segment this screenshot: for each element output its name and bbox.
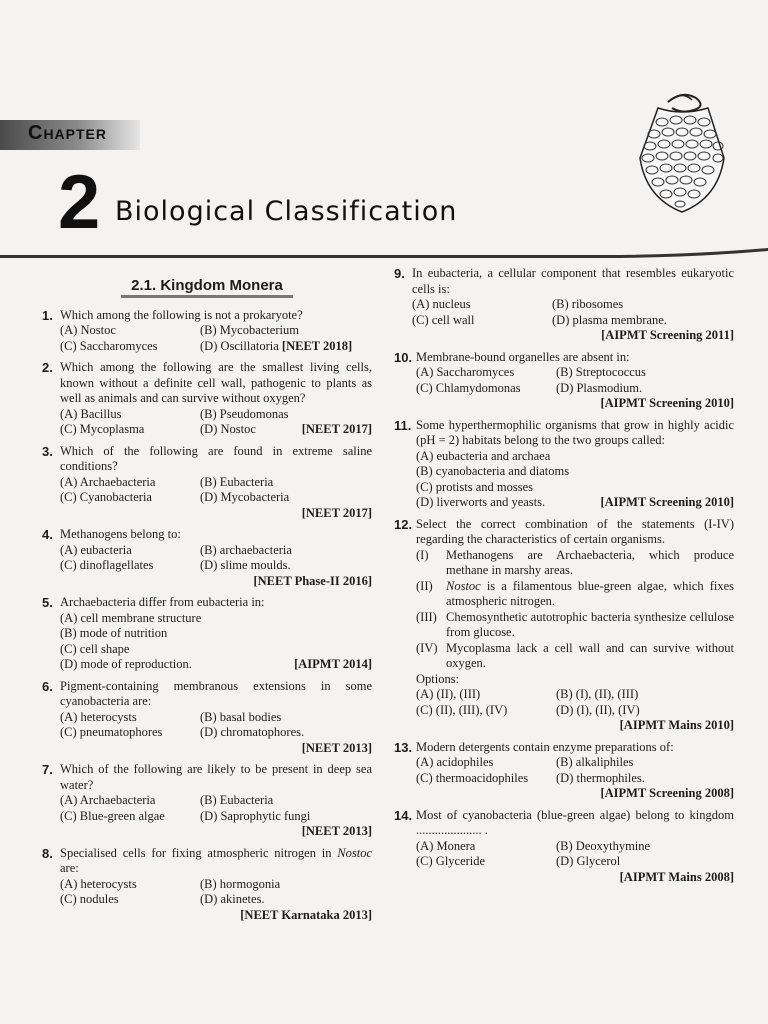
option: (C) Glyceride: [416, 854, 486, 868]
option: (B) alkaliphiles: [556, 755, 634, 769]
option: (C) Saccharomyces: [60, 338, 158, 353]
question-10: 10. Membrane-bound organelles are absent in: (A) Saccharomyces (B) Streptococcus (C) Chlamydomonas (D) Plasmodium. [AIPMT Screening 2010]: [394, 349, 734, 410]
option: (D) Plasmodium.: [556, 380, 643, 395]
option: (A) cell membrane structure: [60, 610, 202, 625]
options-label: Options:: [416, 671, 460, 686]
question-1: 1. Which among the following is not a prokaryote? (A) Nostoc (B) Mycobacterium (C) Saccharomyces (D) Oscillatoria [NEET 2018]: [42, 308, 372, 355]
option: (D) Oscillatoria [NEET 2018]: [200, 338, 353, 353]
option: (A) Nostoc: [60, 323, 116, 337]
option: (A) Saccharomyces: [416, 365, 515, 379]
option: (D) slime moulds.: [200, 558, 291, 572]
question-2: 2. Which among the following are the smallest living cells, known without a definite cell wall, pathogenic to plants as well as animals and can survive without oxygen? (A) Bacillus (B) Pseudomonas (C) Mycoplasma (D) Nostoc [NEET 2017]: [42, 360, 372, 436]
question-9: 9. In eubacteria, a cellular component that resembles eukaryotic cells is: (A) nucleus (B) ribosomes (C) cell wall (D) plasma membrane. [AIPMT Screening 2011]: [394, 266, 734, 342]
option: (B) mode of nutrition: [60, 626, 168, 640]
option: (D) (I), (II), (IV): [556, 702, 640, 717]
section-heading: 2.1. Kingdom Monera: [42, 278, 372, 294]
option: (A) Bacillus: [60, 406, 122, 421]
option: (D) liverworts and yeasts.: [416, 495, 546, 509]
option: (D) Mycobacteria: [200, 490, 290, 504]
question-3: 3. Which of the following are found in extreme saline conditions? (A) Archaebacteria (B) Eubacteria (C) Cyanobacteria (D) Mycobacteria [NEET 2017]: [42, 443, 372, 520]
question-6: 6. Pigment-containing membranous extensions in some cyanobacteria are: (A) heterocysts (B) basal bodies (C) pneumatophores (D) chromatophores. [NEET 2013]: [42, 678, 372, 755]
option: (A) Monera: [416, 838, 476, 853]
statement: (II) Nostoc is a filamentous blue-green algae, which fixes atmospheric nitrogen.: [416, 578, 734, 608]
chapter-label: Chapter: [28, 122, 108, 144]
option: (C) cell shape: [60, 641, 130, 656]
option: (B) Mycobacterium: [200, 323, 299, 337]
option: (D) akinetes.: [200, 892, 265, 906]
option: (A) eubacteria and archaea: [416, 448, 551, 463]
header-divider: [0, 246, 768, 260]
exam-source: [NEET 2017]: [301, 422, 372, 436]
chapter-number: 2: [58, 160, 101, 245]
option: (B) archaebacteria: [200, 542, 292, 557]
exam-source: [AIPMT Screening 2011]: [601, 328, 734, 342]
option: (B) Deoxythymine: [556, 838, 651, 853]
question-14: 14. Most of cyanobacteria (blue-green algae) belong to kingdom ..................... . (A) Monera (B) Deoxythymine (C) Glyceride (D) Glycerol [AIPMT Mains 2008]: [394, 807, 734, 884]
exam-source: [AIPMT Mains 2010]: [619, 718, 734, 732]
option: (C) Blue-green algae: [60, 808, 165, 823]
option: (C) thermoacidophiles: [416, 770, 529, 785]
option: (A) heterocysts: [60, 709, 137, 724]
option: (B) cyanobacteria and diatoms: [416, 464, 570, 478]
question-7: 7. Which of the following are likely to be present in deep sea water? (A) Archaebacteria (B) Eubacteria (C) Blue-green algae (D) Saprophytic fungi [NEET 2013]: [42, 762, 372, 838]
question-4: 4. Methanogens belong to: (A) eubacteria (B) archaebacteria (C) dinoflagellates (D) slime moulds. [NEET Phase-II 2016]: [42, 527, 372, 588]
question-8: 8. Specialised cells for fixing atmospheric nitrogen in Nostoc are: (A) heterocysts (B) hormogonia (C) nodules (D) akinetes. [NEET Karnataka 2013]: [42, 845, 372, 922]
exam-source: [NEET 2017]: [301, 505, 372, 520]
statement: (III) Chemosynthetic autotrophic bacteria synthesize cellulose from glucose.: [416, 609, 734, 639]
option: (C) protists and mosses: [416, 479, 534, 494]
option: (D) Saprophytic fungi: [200, 808, 311, 823]
option: (C) pneumatophores: [60, 725, 163, 739]
exam-source: [NEET Karnataka 2013]: [240, 907, 372, 922]
option: (D) Glycerol: [556, 854, 621, 868]
option: (D) Nostoc [NEET 2017]: [200, 422, 372, 436]
option: (C) nodules: [60, 892, 119, 906]
option: (D) thermophiles.: [556, 770, 645, 785]
exam-source: [AIPMT 2014]: [294, 657, 372, 671]
option: (D) mode of reproduction.: [60, 657, 192, 671]
exam-source: [AIPMT Mains 2008]: [619, 869, 734, 884]
option: (A) acidophiles: [416, 755, 494, 769]
exam-source: [NEET 2013]: [301, 740, 372, 755]
option: (B) basal bodies: [200, 709, 282, 724]
question-11: 11. Some hyperthermophilic organisms that grow in highly acidic (pH = 2) habitats belong to the two groups called: (A) eubacteria and archaea (B) cyanobacteria and diatoms (C) protists and mosses (D) liverworts and yeasts. [AIPMT Screening 2010]: [394, 417, 734, 509]
exam-source: [AIPMT Screening 2010]: [600, 396, 734, 410]
option: (C) Chlamydomonas: [416, 380, 521, 395]
statement: (I) Methanogens are Archaebacteria, which produce methane in marshy areas.: [416, 547, 734, 577]
option: (B) Pseudomonas: [200, 406, 289, 421]
volvox-illustration-icon: [628, 88, 736, 216]
option: (A) Archaebacteria: [60, 474, 156, 489]
option: (A) (II), (III): [416, 687, 481, 701]
option: (D) chromatophores.: [200, 725, 305, 739]
option: (B) Eubacteria: [200, 793, 274, 807]
option: (C) (II), (III), (IV): [416, 702, 508, 717]
option: (A) Archaebacteria: [60, 793, 156, 807]
option: (B) Streptococcus: [556, 365, 646, 379]
exam-source: [NEET Phase-II 2016]: [253, 573, 372, 588]
exam-source: [AIPMT Screening 2010]: [600, 495, 734, 509]
statement: (IV) Mycoplasma lack a cell wall and can survive without oxygen.: [416, 640, 734, 670]
option: (B) (I), (II), (III): [556, 687, 639, 701]
exam-source: [NEET 2013]: [301, 824, 372, 838]
option: (B) Eubacteria: [200, 474, 274, 489]
option: (D) plasma membrane.: [552, 312, 667, 327]
option: (C) Cyanobacteria: [60, 490, 152, 504]
right-column: [394, 266, 734, 891]
question-5: 5. Archaebacteria differ from eubacteria in: (A) cell membrane structure (B) mode of nutrition (C) cell shape (D) mode of reproduction. [AIPMT 2014]: [42, 595, 372, 671]
exam-source: [NEET 2018]: [281, 338, 353, 353]
left-column: [42, 278, 372, 929]
option: (B) hormogonia: [200, 876, 281, 891]
question-13: 13. Modern detergents contain enzyme preparations of: (A) acidophiles (B) alkaliphiles (C) thermoacidophiles (D) thermophiles. [AIPMT Screening 2008]: [394, 739, 734, 800]
option: (B) ribosomes: [552, 297, 624, 311]
option: (C) Mycoplasma: [60, 422, 145, 436]
option: (C) dinoflagellates: [60, 558, 154, 572]
option: (A) nucleus: [412, 297, 471, 311]
option: (A) heterocysts: [60, 876, 137, 891]
exam-source: [AIPMT Screening 2008]: [600, 786, 734, 800]
option: (C) cell wall: [412, 312, 475, 327]
option: (A) eubacteria: [60, 542, 132, 557]
chapter-title: Biological Classification: [115, 196, 458, 227]
question-12: 12. Select the correct combination of the statements (I-IV) regarding the characteristics of certain organisms. (I) Methanogens are Archaebacteria, which produce methane in marshy areas. (II) Nostoc is a filamentous blue-green algae, which fixes atmospheric nitrogen. (III) Chemosynthetic autotrophic bacteria synthesize cellulose from glucose. (IV) Mycoplasma lack a cell wall and can survive without oxygen. Options: (A) (II), (III) (B) (I), (II), (III) (C) (II), (III), (IV) (D) (I), (II), (IV) [AIPMT Mains 2010]: [394, 516, 734, 732]
